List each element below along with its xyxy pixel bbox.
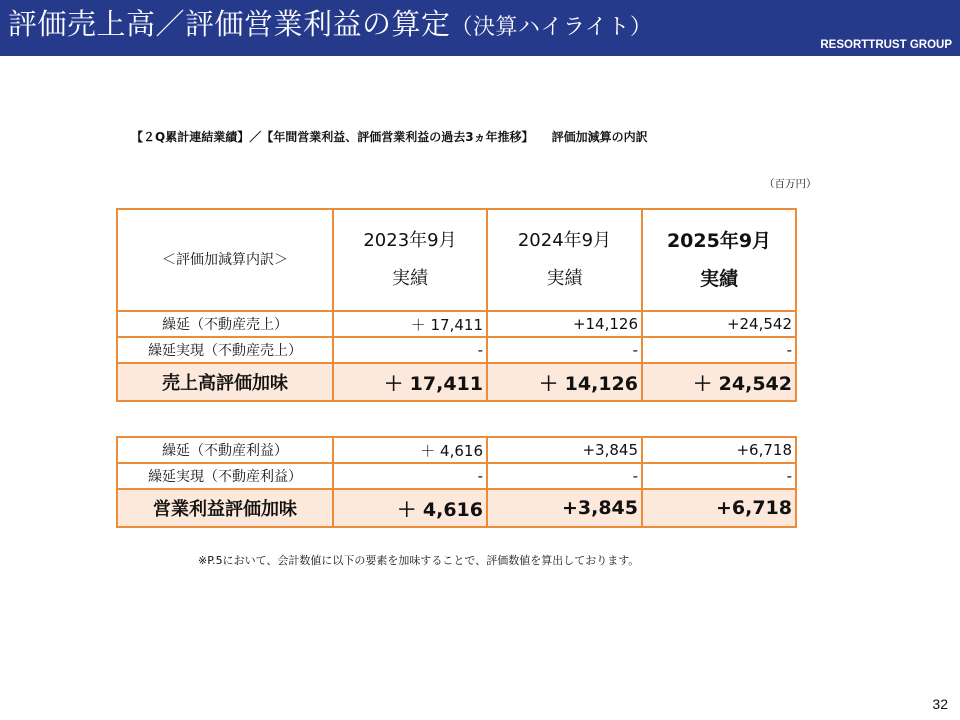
header-year: 2024年9月 bbox=[517, 230, 612, 251]
page-title-subtitle: （決算ハイライト） bbox=[450, 15, 653, 40]
table-row bbox=[117, 337, 796, 363]
header-bar bbox=[0, 0, 960, 56]
row-label: 繰延実現（不動産売上） bbox=[117, 337, 333, 363]
cell-value: - bbox=[333, 463, 487, 489]
cell-value: - bbox=[642, 337, 796, 363]
sales-adjustment-table bbox=[116, 208, 797, 402]
header-kind: 実績 bbox=[699, 268, 738, 290]
table-row bbox=[117, 437, 796, 463]
cell-value: +6,718 bbox=[642, 437, 796, 463]
total-value: ＋ 4,616 bbox=[333, 489, 487, 527]
total-label: 営業利益評価加味 bbox=[117, 489, 333, 527]
footnote: ※P.5において、会計数値に以下の要素を加味することで、評価数値を算出しております。 bbox=[198, 554, 640, 567]
cell-value: +3,845 bbox=[487, 437, 642, 463]
row-label: 繰延（不動産利益） bbox=[117, 437, 333, 463]
row-label: 繰延（不動産売上） bbox=[117, 311, 333, 337]
cell-value: - bbox=[642, 463, 796, 489]
header-corner-cell: ＜評価加減算内訳＞ bbox=[117, 209, 333, 311]
row-label: 繰延実現（不動産利益） bbox=[117, 463, 333, 489]
header-col-2023 bbox=[333, 209, 487, 311]
header-year: 2023年9月 bbox=[363, 230, 457, 251]
header-kind: 実績 bbox=[392, 268, 428, 289]
header-col-2024 bbox=[487, 209, 642, 311]
cell-value: +14,126 bbox=[487, 311, 642, 337]
total-value: +3,845 bbox=[487, 489, 642, 527]
page-number: 32 bbox=[932, 696, 948, 712]
page-title-main: 評価売上高／評価営業利益の算定 bbox=[8, 7, 451, 41]
total-row bbox=[117, 489, 796, 527]
page-title bbox=[8, 4, 652, 48]
total-label: 売上高評価加味 bbox=[117, 363, 333, 401]
table-row bbox=[117, 463, 796, 489]
total-row bbox=[117, 363, 796, 401]
cell-value: - bbox=[487, 463, 642, 489]
total-value: +6,718 bbox=[642, 489, 796, 527]
profit-adjustment-table bbox=[116, 436, 797, 528]
caption-right: 評価加減算の内訳 bbox=[551, 130, 648, 144]
unit-label: （百万円） bbox=[764, 178, 817, 190]
brand-label: RESORTTRUST GROUP bbox=[820, 39, 952, 51]
total-value: ＋ 24,542 bbox=[642, 363, 796, 401]
header-col-2025 bbox=[642, 209, 796, 311]
total-value: ＋ 17,411 bbox=[333, 363, 487, 401]
header-year: 2025年9月 bbox=[666, 230, 772, 252]
total-value: ＋ 14,126 bbox=[487, 363, 642, 401]
caption-left: 【２Q累計連結業績】／【年間営業利益、評価営業利益の過去3ヵ年推移】 bbox=[131, 130, 534, 144]
cell-value: ＋ 4,616 bbox=[333, 437, 487, 463]
cell-value: +24,542 bbox=[642, 311, 796, 337]
table-row bbox=[117, 311, 796, 337]
section-caption bbox=[131, 128, 648, 145]
header-kind: 実績 bbox=[546, 268, 583, 289]
cell-value: - bbox=[333, 337, 487, 363]
table-header-row bbox=[117, 209, 796, 311]
cell-value: - bbox=[487, 337, 642, 363]
cell-value: ＋ 17,411 bbox=[333, 311, 487, 337]
